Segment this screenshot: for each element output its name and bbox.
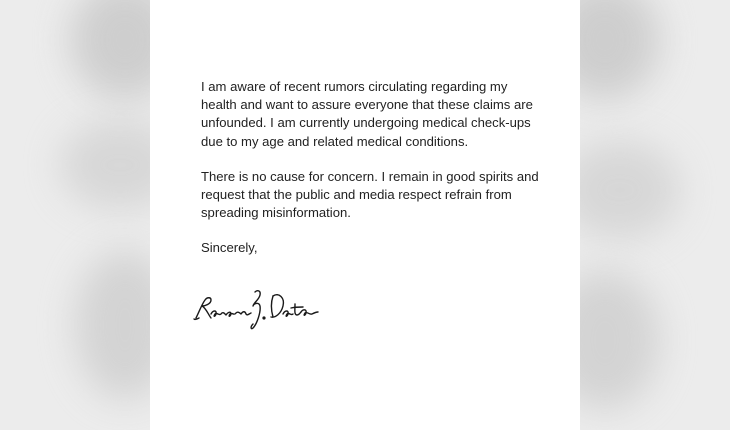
letter-body <box>201 78 546 258</box>
handwritten-signature <box>193 284 323 332</box>
blurred-background-left <box>0 0 150 430</box>
letter-page <box>150 0 580 430</box>
letter-closing: Sincerely, <box>201 240 258 256</box>
letter-paragraph-2: There is no cause for concern. I remain in good spirits and request that the public and media respect refrain from spreading misinformation. <box>201 168 539 221</box>
letter-paragraph-1: I am aware of recent rumors circulating regarding my health and want to assure everyone that these claims are unfounded. I am currently undergoing medical check-ups due to my age and related medical conditions. <box>201 79 533 149</box>
blurred-background-right <box>580 0 730 430</box>
